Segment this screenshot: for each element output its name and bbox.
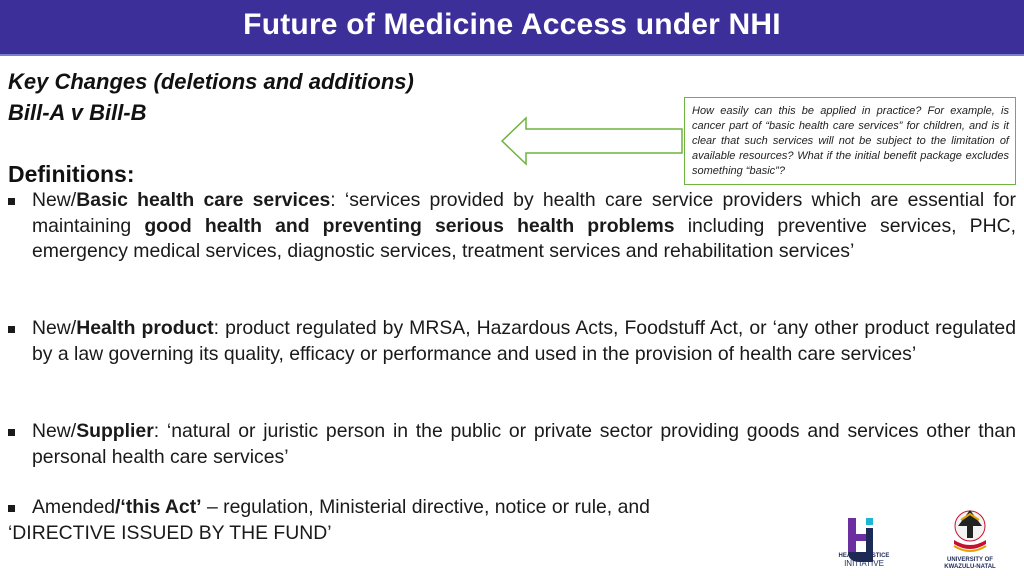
definitions-heading: Definitions: [8, 161, 135, 187]
bullet-emphasis: good health and preventing serious health problems [144, 214, 675, 237]
callout-note [684, 97, 1016, 185]
left-arrow-icon [500, 116, 684, 166]
subtitle-key-changes: Key Changes (deletions and additions) [8, 69, 414, 94]
ukzn-logo-line2: KWAZULU-NATAL [944, 564, 996, 570]
bullet-prefix: Amended [32, 496, 116, 518]
subtitle-bill-comparison: Bill-A v Bill-B [8, 100, 147, 125]
bullet-text: : ‘services provided by health care service providers which are essential for maintaining [32, 189, 1017, 237]
bullet-text: : ‘natural or juristic person in the public or private sector providing goods and services other than personal health care services’ [32, 420, 1016, 468]
bullet-term: Health product [76, 317, 214, 339]
definition-health-product [8, 316, 1016, 367]
bullet-term: Supplier [76, 420, 154, 442]
bullet-marker [8, 505, 15, 512]
hji-logo-line2: INITIATIVE [844, 559, 884, 568]
ukzn-logo-text [934, 557, 1006, 571]
ukzn-crest-icon [948, 506, 992, 556]
bullet-marker [8, 429, 15, 436]
bullet-text: – regulation, Ministerial directive, notice or rule, and [201, 496, 650, 518]
ukzn-logo-line1: UNIVERSITY OF [947, 557, 993, 563]
bullet-prefix: New/ [32, 189, 77, 211]
bullet-term: Basic health care services [76, 189, 331, 211]
definition-basic-health-care [8, 188, 1016, 265]
hji-logo-line1: HEALTH JUSTICE [838, 553, 890, 559]
bullet-prefix: New/ [32, 317, 77, 339]
title-bar [0, 0, 1024, 56]
definition-supplier [8, 419, 1016, 470]
bullet-continuation: ‘DIRECTIVE ISSUED BY THE FUND’ [8, 521, 332, 544]
bullet-term: /‘this Act’ [115, 496, 202, 518]
bullet-text: including preventive services, PHC, emergency medical services, diagnostic services, treatment services and rehabilitation services’ [32, 214, 1016, 263]
hji-logo-text [828, 552, 900, 568]
callout-text: How easily can this be applied in practice? For example, is cancer part of “basic health care services” for children, and is it clear that such services will not be subject to the limitation of available resources? What if the initial benefit package excludes something “basic”? [692, 105, 1009, 177]
definition-this-act [8, 495, 768, 546]
bullet-marker [8, 198, 15, 205]
bullet-marker [8, 326, 15, 333]
bullet-prefix: New/ [32, 420, 77, 442]
slide-title: Future of Medicine Access under NHI [243, 8, 781, 41]
bullet-text: : product regulated by MRSA, Hazardous Acts, Foodstuff Act, or ‘any other product regulated by a law governing its quality, efficacy or performance and used in the provision of health care services’ [32, 317, 1016, 365]
